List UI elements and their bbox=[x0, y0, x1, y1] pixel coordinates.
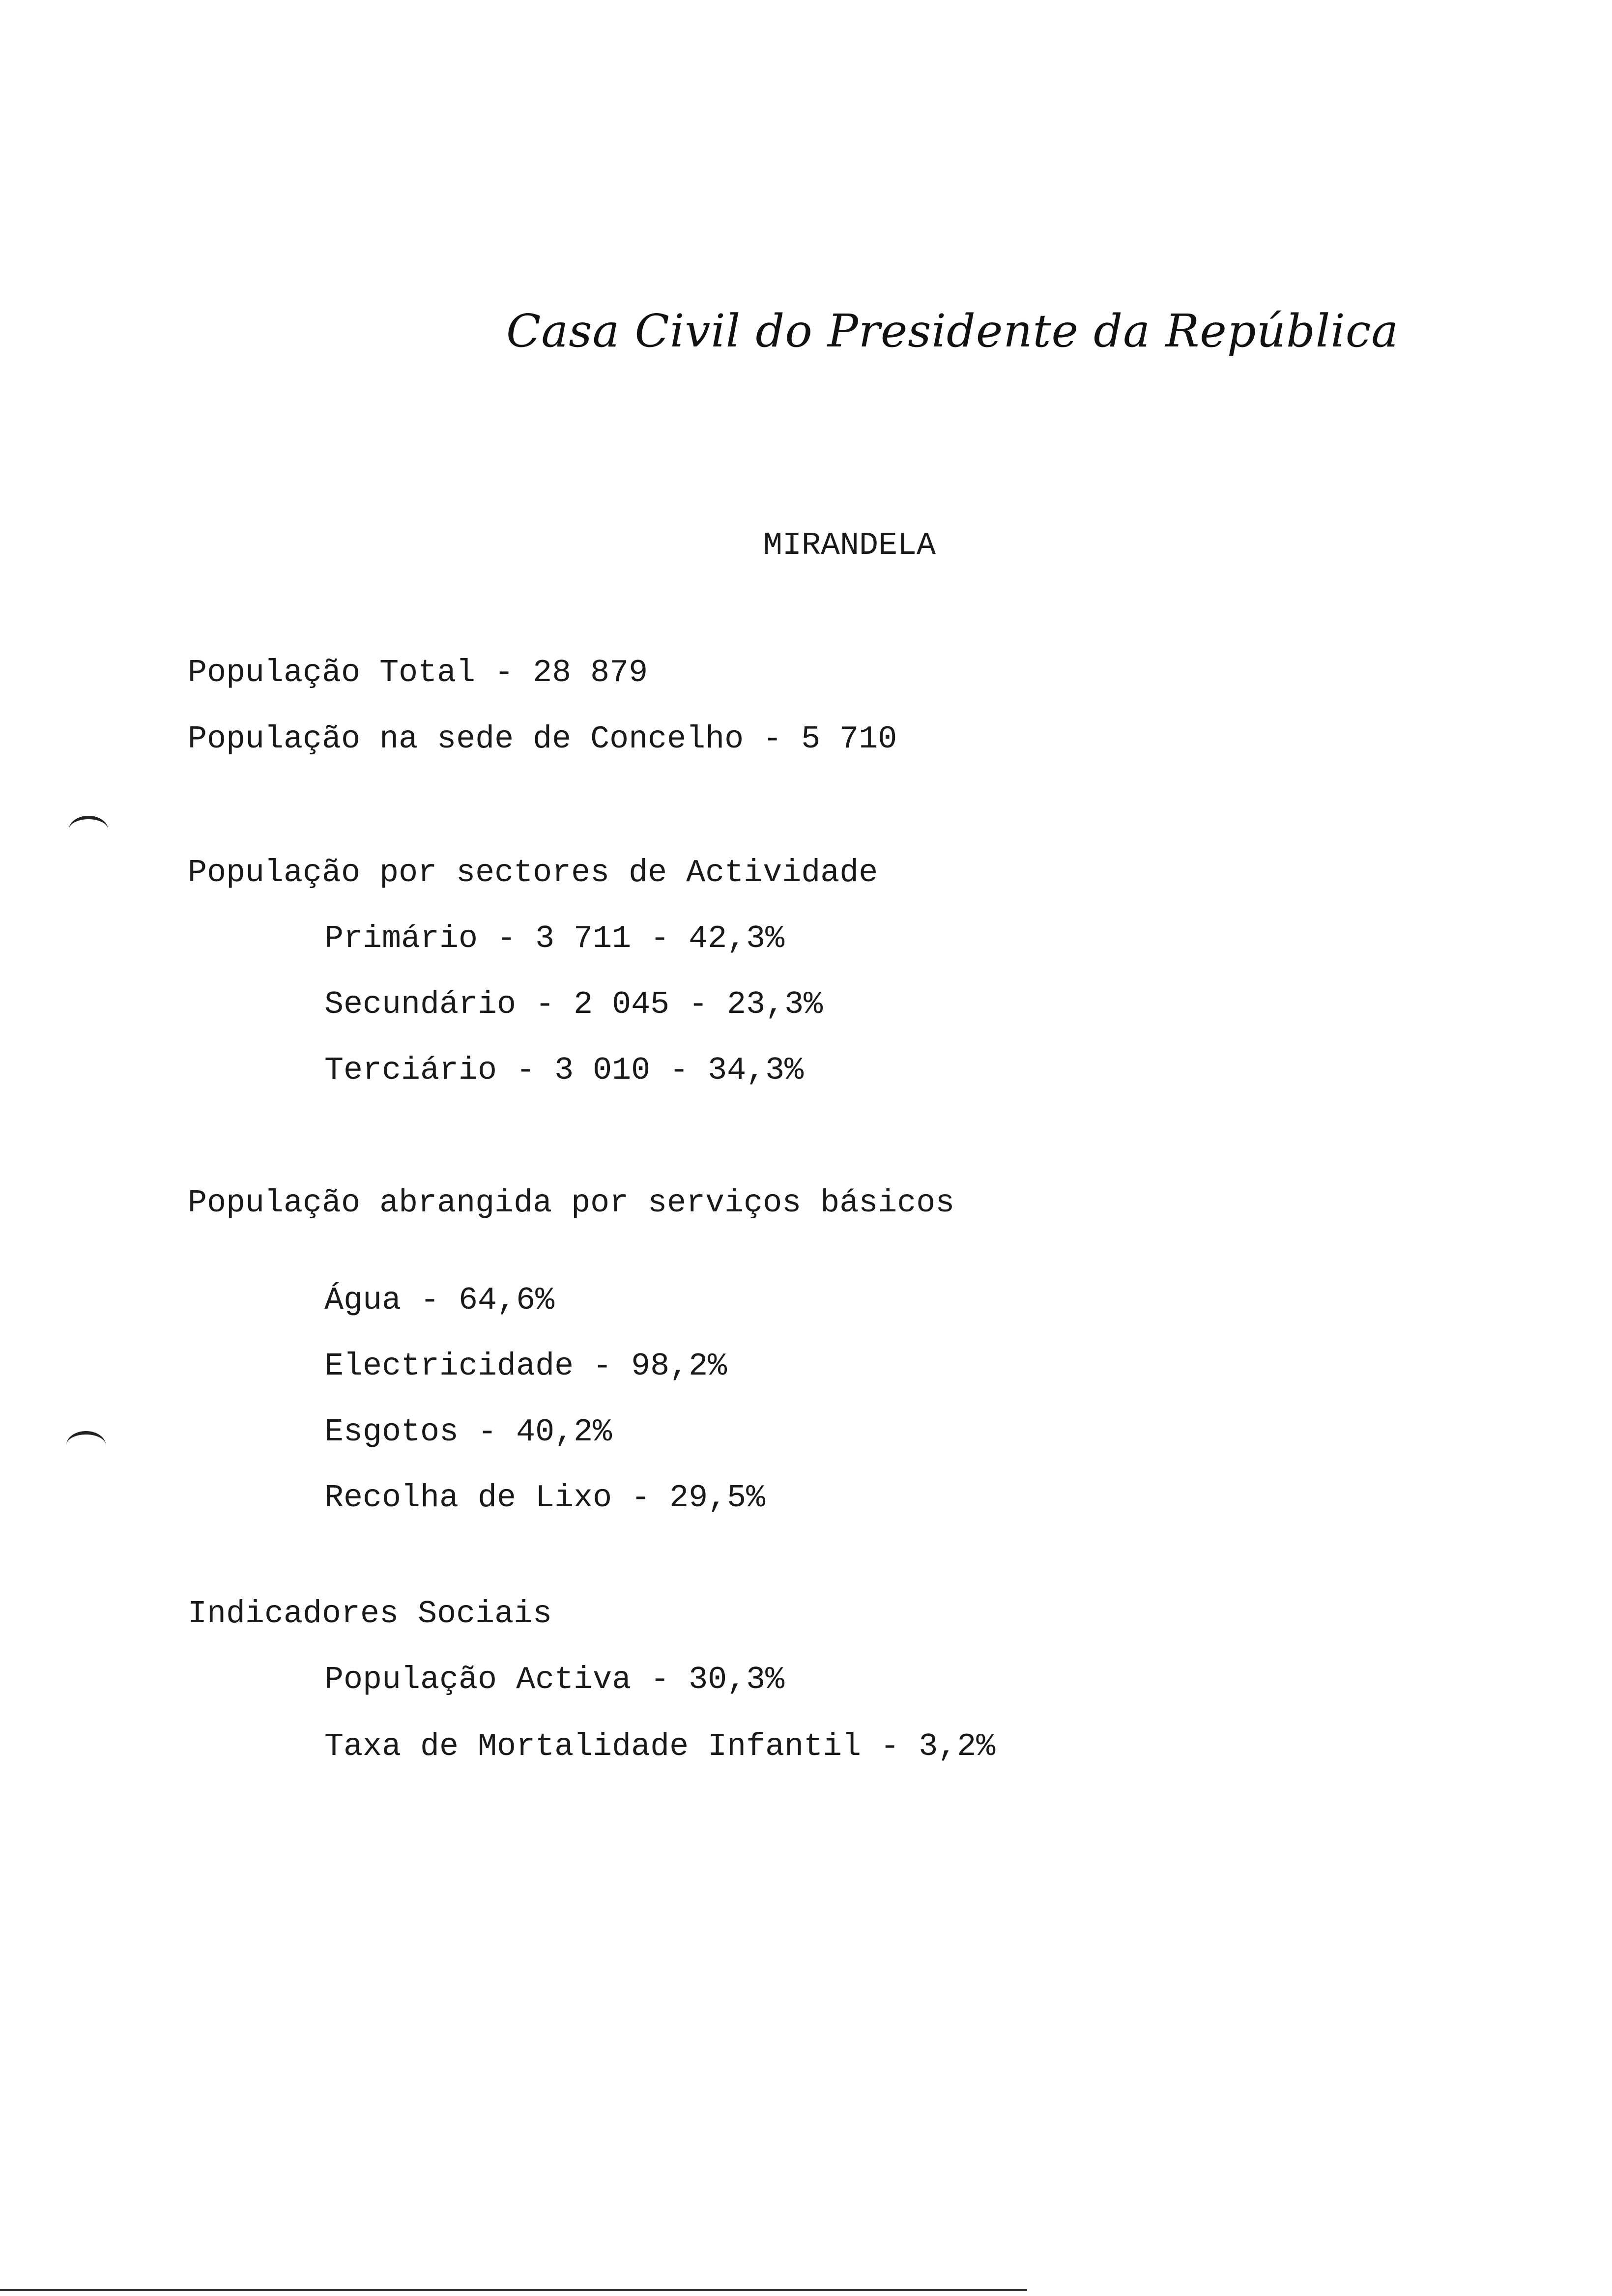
bottom-rule bbox=[0, 2289, 1027, 2291]
sector-tertiary: Terciário - 3 010 - 34,3% bbox=[324, 1052, 804, 1089]
services-heading: População abrangida por serviços básicos bbox=[188, 1185, 955, 1221]
service-garbage: Recolha de Lixo - 29,5% bbox=[324, 1480, 766, 1516]
punch-hole-mark bbox=[69, 816, 108, 844]
page-title: MIRANDELA bbox=[763, 527, 936, 564]
service-water: Água - 64,6% bbox=[324, 1282, 555, 1319]
service-sewage: Esgotos - 40,2% bbox=[324, 1414, 612, 1450]
letterhead: Casa Civil do Presidente da República bbox=[506, 305, 1399, 357]
sectors-heading: População por sectores de Actividade bbox=[188, 855, 878, 891]
sector-secondary: Secundário - 2 045 - 23,3% bbox=[324, 986, 823, 1023]
service-electricity: Electricidade - 98,2% bbox=[324, 1348, 727, 1384]
infant-mortality: Taxa de Mortalidade Infantil - 3,2% bbox=[324, 1728, 996, 1765]
active-population: População Activa - 30,3% bbox=[324, 1662, 785, 1698]
population-seat: População na sede de Concelho - 5 710 bbox=[188, 721, 897, 757]
sector-primary: Primário - 3 711 - 42,3% bbox=[324, 920, 785, 957]
social-indicators-heading: Indicadores Sociais bbox=[188, 1596, 552, 1632]
punch-hole-mark bbox=[66, 1431, 106, 1459]
population-total: População Total - 28 879 bbox=[188, 655, 648, 691]
